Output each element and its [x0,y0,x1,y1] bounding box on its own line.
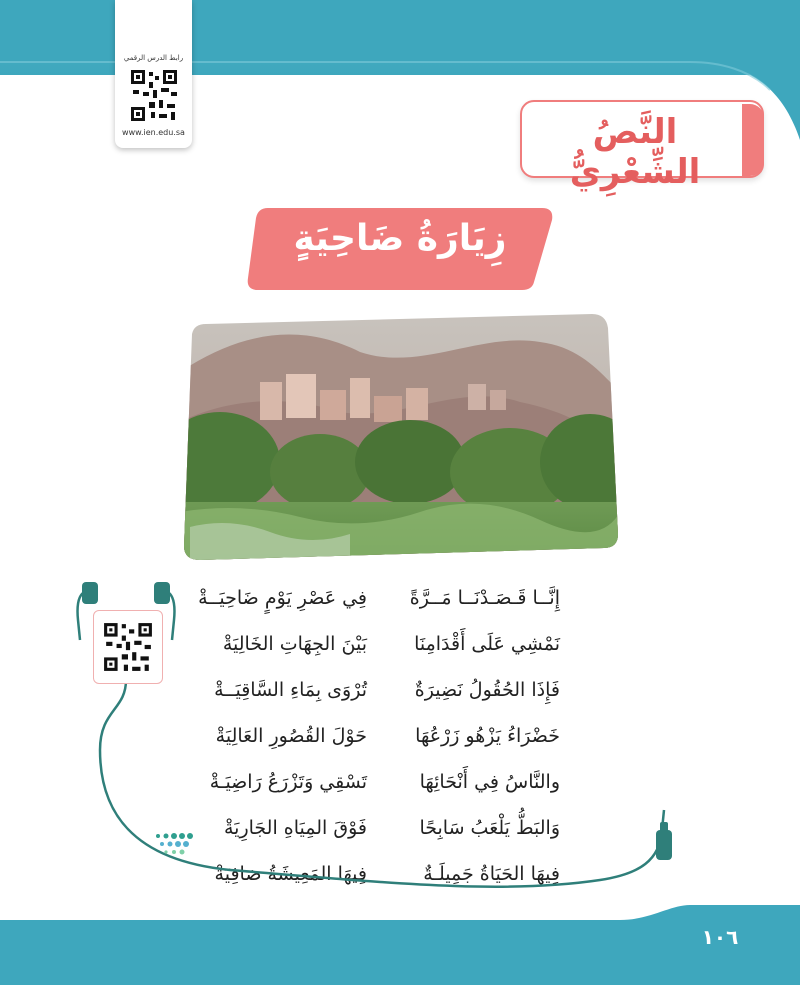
qr-url[interactable]: www.ien.edu.sa [122,128,185,137]
verse-second-6: فَوْقَ المِيَاهِ الجَارِيَةْ [223,817,367,839]
section-title: النَّصُ الشِّعْرِيُّ [569,112,701,192]
digital-lesson-qr-card[interactable] [115,0,192,148]
footer-curve [0,880,800,985]
verse-second-1: فِي عَصْرِ يَوْمٍ ضَاحِيَــةْ [198,587,367,609]
verse-first-7: فِيهَا الحَيَاةُ جَمِيلَـةٌ [423,863,560,885]
qr-label: رابط الدرس الرقمي [123,54,184,62]
verse-first-4: خَضْرَاءُ يَزْهُو زَرْعُهَا [415,725,560,747]
verse-first-1: إِنَّــا قَـصَـدْنَــا مَــرَّةً [409,587,560,609]
qr-code-icon[interactable] [129,68,179,123]
verse-first-6: وَالبَطُّ يَلْعَبُ سَابِحًا [419,817,560,839]
verse-first-5: والنَّاسُ فِي أَنْحَائِهَا [419,771,560,793]
dot-pattern-decoration [140,830,195,860]
section-title-tab [742,104,764,176]
audio-qr-card[interactable] [93,610,163,684]
verse-second-4: حَوْلَ القُصُورِ العَالِيَةْ [215,725,367,747]
verse-second-5: تَسْقِي وَتَزْرَعُ رَاضِيَـةْ [209,771,367,793]
verse-second-3: تُرْوَى بِمَاءِ السَّاقِيَــةْ [214,679,367,701]
audio-qr-code-icon[interactable] [102,621,154,673]
verse-second-2: بَيْنَ الجِهَاتِ الخَالِيَةْ [222,633,367,655]
village-landscape-image [180,312,620,562]
page-number: ١٠٦ [701,925,739,949]
verse-first-3: فَإِذَا الحُقُولُ نَضِيرَةٌ [414,679,560,701]
verse-first-2: نَمْشِي عَلَى أَقْدَامِنَا [414,633,560,655]
poem-title: زِيَارَةُ ضَاحِيَةٍ [293,218,507,259]
verse-second-7: فِيهَا المَعِيشَةُ صَافِيَةْ [214,863,367,885]
